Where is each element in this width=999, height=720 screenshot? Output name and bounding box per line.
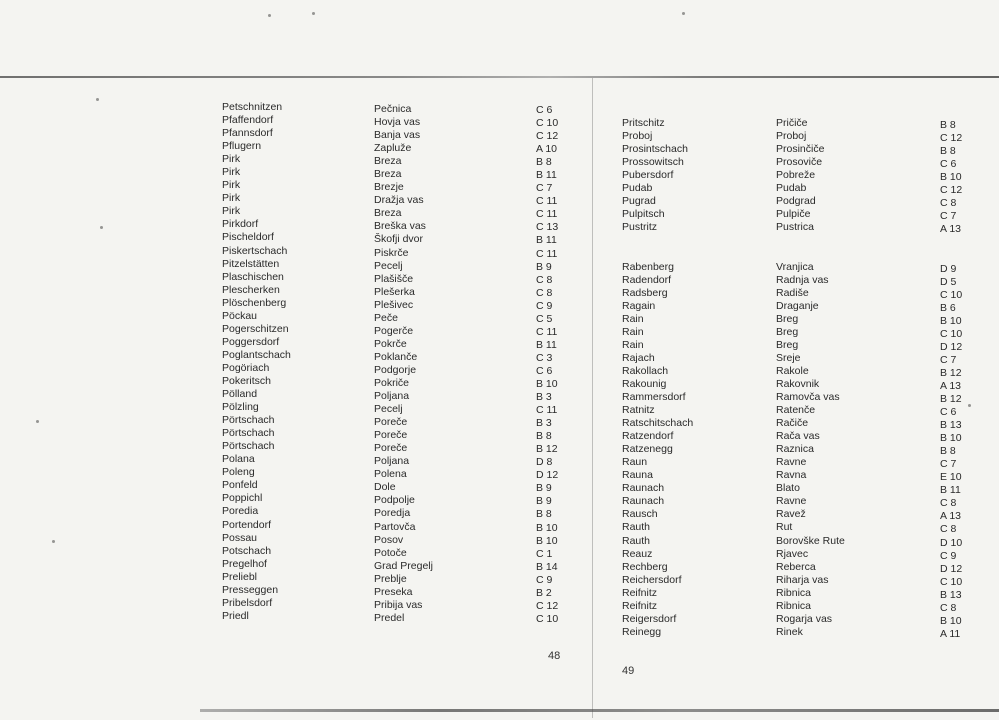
slovene-names-column [776,117,845,639]
german-entry: Ragain [622,299,656,312]
slovene-entry: Raznica [776,443,814,456]
slovene-entry: Banja vas [374,129,421,142]
slovene-entry: Breška vas [374,220,426,233]
slovene-entry: Poreče [374,442,408,455]
grid-reference-column [536,104,558,626]
grid-entry [940,236,962,249]
page-number: 48 [548,650,561,662]
german-entry: Pölzling [222,401,259,414]
grid-entry: B 10 [940,432,962,445]
grid-entry: C 12 [940,132,963,145]
scan-speck [268,14,271,17]
slovene-names-column [374,103,433,625]
slovene-entry: Poreče [374,416,408,429]
german-entry: Rauth [622,521,651,534]
grid-entry: D 12 [940,340,963,353]
german-entry: Rauna [622,469,653,482]
german-entry: Radendorf [622,273,672,286]
german-entry: Rausch [622,508,658,521]
grid-entry: C 11 [536,195,558,208]
slovene-entry: Radiše [776,286,809,299]
german-entry: Rain [622,312,644,325]
slovene-entry [776,234,845,247]
german-names-column [222,101,291,623]
slovene-entry [776,247,845,260]
german-entry: Rakollach [622,364,669,377]
slovene-entry: Hovja vas [374,116,421,129]
slovene-entry: Plešerka [374,285,415,298]
german-entry: Pregelhof [222,557,267,570]
german-entry: Poppichl [222,492,263,505]
grid-entry: C 10 [940,327,963,340]
grid-entry: B 11 [940,484,961,497]
german-entry: Pitzelstätten [222,257,280,270]
slovene-entry: Riharja vas [776,573,829,586]
grid-entry: C 8 [536,273,553,286]
grid-entry: B 9 [536,495,552,508]
german-entry: Ratnitz [622,404,655,417]
slovene-entry: Dražja vas [374,194,424,207]
grid-entry: D 10 [940,536,963,549]
slovene-entry: Pričiče [776,117,808,129]
german-entry: Reichersdorf [622,573,682,586]
german-entry: Ponfeld [222,479,258,492]
german-entry: Reigersdorf [622,612,677,625]
slovene-entry: Breg [776,338,799,351]
grid-entry: B 3 [536,417,552,430]
grid-entry: C 3 [536,351,553,364]
page-number: 49 [622,665,635,677]
grid-entry: B 10 [940,171,962,184]
grid-entry: B 13 [940,419,962,432]
german-entry: Raunach [622,482,665,495]
german-entry: Rabenberg [622,260,674,273]
grid-entry: C 12 [536,599,559,612]
german-entry: Pörtschach [222,414,275,427]
grid-entry: C 11 [536,208,558,221]
slovene-entry: Draganje [776,299,819,312]
slovene-entry: Pogerče [374,324,414,337]
scan-speck [96,98,99,101]
scan-speck [312,12,315,15]
german-entry: Rammersdorf [622,390,686,403]
german-entry: Prosintschach [622,143,688,156]
german-entry: Rajach [622,351,655,364]
slovene-entry: Podgorje [374,363,417,376]
slovene-entry: Peče [374,311,398,324]
german-entry: Proboj [622,130,653,143]
grid-entry: B 10 [940,314,962,327]
slovene-entry: Rinek [776,625,803,638]
german-entry: Petschnitzen [222,101,283,113]
scan-speck [682,12,685,15]
german-entry: Pirk [222,192,241,205]
german-entry: Reinegg [622,625,662,638]
german-entry: Pirk [222,179,241,192]
german-entry: Pölland [222,388,258,401]
german-entry: Piskertschach [222,244,288,257]
slovene-entry: Borovške Rute [776,534,845,547]
grid-entry: A 10 [536,143,558,156]
grid-entry: D 12 [536,469,559,482]
slovene-entry: Brezje [374,181,404,194]
grid-entry: B 9 [536,260,552,273]
german-entry: Possau [222,531,258,544]
scan-speck [36,420,39,423]
slovene-entry: Polena [374,468,407,481]
grid-entry: C 5 [536,312,553,325]
slovene-entry: Breza [374,168,402,181]
german-entry: Rechberg [622,560,668,573]
grid-entry: B 10 [536,534,558,547]
slovene-entry: Plašišče [374,272,414,285]
german-entry: Pubersdorf [622,169,674,182]
slovene-entry: Podpolje [374,494,415,507]
grid-entry: C 11 [536,325,558,338]
slovene-entry: Podgrad [776,195,816,208]
german-entry: Raun [622,456,648,469]
grid-entry: C 7 [940,353,957,366]
slovene-entry: Breza [374,207,402,220]
slovene-entry: Predel [374,611,405,624]
german-entry: Reifnitz [622,586,658,599]
grid-entry: C 11 [536,247,558,260]
german-entry: Potschach [222,544,272,557]
slovene-entry: Blato [776,482,800,495]
grid-entry: D 9 [940,262,957,275]
grid-entry: B 12 [940,366,962,379]
german-entry: Pogöriach [222,361,270,374]
slovene-entry: Ramovča vas [776,390,840,403]
slovene-entry: Ribnica [776,586,812,599]
german-entry: Pöckau [222,309,258,322]
slovene-entry: Pudab [776,182,807,195]
german-entry: Rain [622,325,644,338]
slovene-entry: Poklanče [374,350,418,363]
slovene-entry: Pobreže [776,169,816,182]
slovene-entry: Pribija vas [374,598,423,611]
grid-entry [940,249,962,262]
slovene-entry: Posov [374,533,404,546]
slovene-entry: Breg [776,312,799,325]
slovene-entry: Dole [374,481,396,494]
grid-entry: B 12 [536,443,558,456]
german-entry: Polana [222,453,255,466]
german-entry: Poglantschach [222,348,291,361]
german-entry: Pflugern [222,140,262,153]
german-entry: Rakounig [622,377,667,390]
grid-entry: B 8 [536,156,552,169]
german-entry: Preliebl [222,570,258,583]
grid-entry: C 1 [536,547,553,560]
slovene-entry: Poljana [374,390,410,403]
german-entry: Pirkdorf [222,218,259,231]
slovene-entry: Pečnica [374,103,412,115]
german-entry: Pritschitz [622,117,665,129]
grid-entry: B 14 [536,560,558,573]
grid-entry: C 8 [940,523,957,536]
german-entry: Pokeritsch [222,374,272,387]
german-entry: Ratschitschach [622,417,694,430]
slovene-entry: Vranjica [776,260,814,273]
grid-entry: B 8 [940,145,956,158]
german-entry: Poredia [222,505,259,518]
slovene-entry: Rakovnik [776,377,820,390]
slovene-entry: Poreče [374,429,408,442]
grid-entry: C 9 [536,573,553,586]
slovene-entry: Ravne [776,456,807,469]
grid-entry: B 8 [536,430,552,443]
german-entry: Pribelsdorf [222,596,273,609]
grid-entry: C 8 [940,497,957,510]
grid-entry: A 13 [940,379,962,392]
slovene-entry: Zapluže [374,142,412,155]
german-entry: Presseggen [222,583,279,596]
slovene-entry: Plešivec [374,298,414,311]
slovene-entry: Škofji dvor [374,233,424,246]
german-entry [622,234,693,247]
german-entry: Reifnitz [622,599,658,612]
german-entry: Pudab [622,182,653,195]
slovene-entry: Proboj [776,130,807,143]
slovene-entry: Rača vas [776,430,820,443]
slovene-entry: Pecelj [374,259,403,272]
grid-entry: C 7 [940,458,957,471]
grid-reference-column [940,119,962,641]
slovene-entry: Grad Pregelj [374,559,433,572]
german-entry: Pirk [222,166,241,179]
slovene-entry: Preblje [374,572,407,585]
slovene-entry: Breza [374,155,402,168]
slovene-entry: Ratenče [776,404,816,417]
grid-entry: C 13 [536,221,559,234]
slovene-entry: Pustrica [776,221,814,234]
german-entry: Poggersdorf [222,335,280,348]
german-entry: Pischeldorf [222,231,274,244]
grid-entry: B 10 [940,614,962,627]
slovene-entry: Ravna [776,469,807,482]
slovene-entry: Breg [776,325,799,338]
slovene-entry: Račiče [776,417,809,430]
german-entry: Pirk [222,153,241,166]
german-entry: Raunach [622,495,665,508]
slovene-entry: Poljana [374,455,410,468]
slovene-entry: Prosinčiče [776,143,825,156]
german-names-column [622,117,693,639]
grid-entry: C 12 [536,130,559,143]
slovene-entry: Piskrče [374,246,409,259]
german-entry: Plöschenberg [222,296,287,309]
grid-entry: C 8 [940,197,957,210]
slovene-entry: Ravež [776,508,806,521]
german-entry: Pugrad [622,195,656,208]
german-entry: Pörtschach [222,427,275,440]
grid-entry: C 10 [940,575,963,588]
grid-entry: B 11 [536,338,557,351]
grid-entry: E 10 [940,471,962,484]
grid-entry: B 12 [940,392,962,405]
grid-entry: B 11 [536,169,557,182]
german-entry: Pörtschach [222,440,275,453]
slovene-entry: Potoče [374,546,407,559]
grid-entry: B 8 [940,445,956,458]
grid-entry: C 8 [940,601,957,614]
grid-entry: C 10 [940,288,963,301]
slovene-entry: Pokriče [374,376,410,389]
german-entry [622,247,693,260]
grid-entry: C 9 [940,549,957,562]
grid-entry: C 12 [940,184,963,197]
german-entry: Pulpitsch [622,208,665,221]
grid-entry: C 9 [536,299,553,312]
grid-entry: C 6 [536,364,553,377]
german-entry: Prossowitsch [622,156,684,169]
grid-entry: B 13 [940,588,962,601]
slovene-entry: Partovča [374,520,416,533]
grid-entry: A 11 [940,627,961,640]
german-entry: Rain [622,338,644,351]
grid-entry: C 7 [940,210,957,223]
page-49 [594,0,999,720]
grid-entry: B 11 [536,234,557,247]
grid-entry: A 13 [940,510,962,523]
grid-entry: D 8 [536,456,553,469]
grid-entry: B 8 [940,119,956,131]
grid-entry: D 12 [940,562,963,575]
grid-entry: D 5 [940,275,957,288]
german-entry: Plaschischen [222,270,284,283]
slovene-entry: Sreje [776,351,801,364]
slovene-entry: Prosoviče [776,156,823,169]
german-entry: Reauz [622,547,653,560]
grid-entry: C 8 [536,286,553,299]
grid-entry: C 6 [940,406,957,419]
slovene-entry: Radnja vas [776,273,829,286]
slovene-entry: Pokrče [374,337,407,350]
grid-entry: C 7 [536,182,553,195]
german-entry: Ratzenegg [622,443,673,456]
scan-speck [968,404,971,407]
german-entry: Pfannsdorf [222,127,273,140]
german-entry: Rauth [622,534,651,547]
slovene-entry: Rjavec [776,547,809,560]
grid-entry: C 10 [536,612,559,625]
german-entry: Radsberg [622,286,668,299]
grid-entry: A 13 [940,223,962,236]
german-entry: Pogerschitzen [222,322,289,335]
german-entry: Ratzendorf [622,430,674,443]
german-entry: Plescherken [222,283,280,296]
grid-entry: C 6 [940,158,957,171]
german-entry: Poleng [222,466,255,479]
grid-entry: B 10 [536,377,558,390]
scan-speck [100,226,103,229]
slovene-entry: Preseka [374,585,413,598]
slovene-entry: Ravne [776,495,807,508]
german-entry: Portendorf [222,518,272,531]
slovene-entry: Rogarja vas [776,612,833,625]
grid-entry: B 10 [536,521,558,534]
grid-entry: B 3 [536,391,552,404]
scan-speck [52,540,55,543]
slovene-entry: Rut [776,521,793,534]
grid-entry: C 10 [536,117,559,130]
german-entry: Pustritz [622,221,658,234]
german-entry: Pfaffendorf [222,114,274,127]
german-entry: Priedl [222,609,249,622]
slovene-entry: Rakole [776,364,809,377]
grid-entry: C 11 [536,404,558,417]
grid-entry: B 8 [536,508,552,521]
grid-entry: C 6 [536,104,553,116]
slovene-entry: Pecelj [374,403,403,416]
grid-entry: B 9 [536,482,552,495]
slovene-entry: Ribnica [776,599,812,612]
slovene-entry: Pulpiče [776,208,811,221]
slovene-entry: Reberca [776,560,816,573]
slovene-entry: Poredja [374,507,411,520]
grid-entry: B 2 [536,586,552,599]
grid-entry: B 6 [940,301,956,314]
german-entry: Pirk [222,205,241,218]
